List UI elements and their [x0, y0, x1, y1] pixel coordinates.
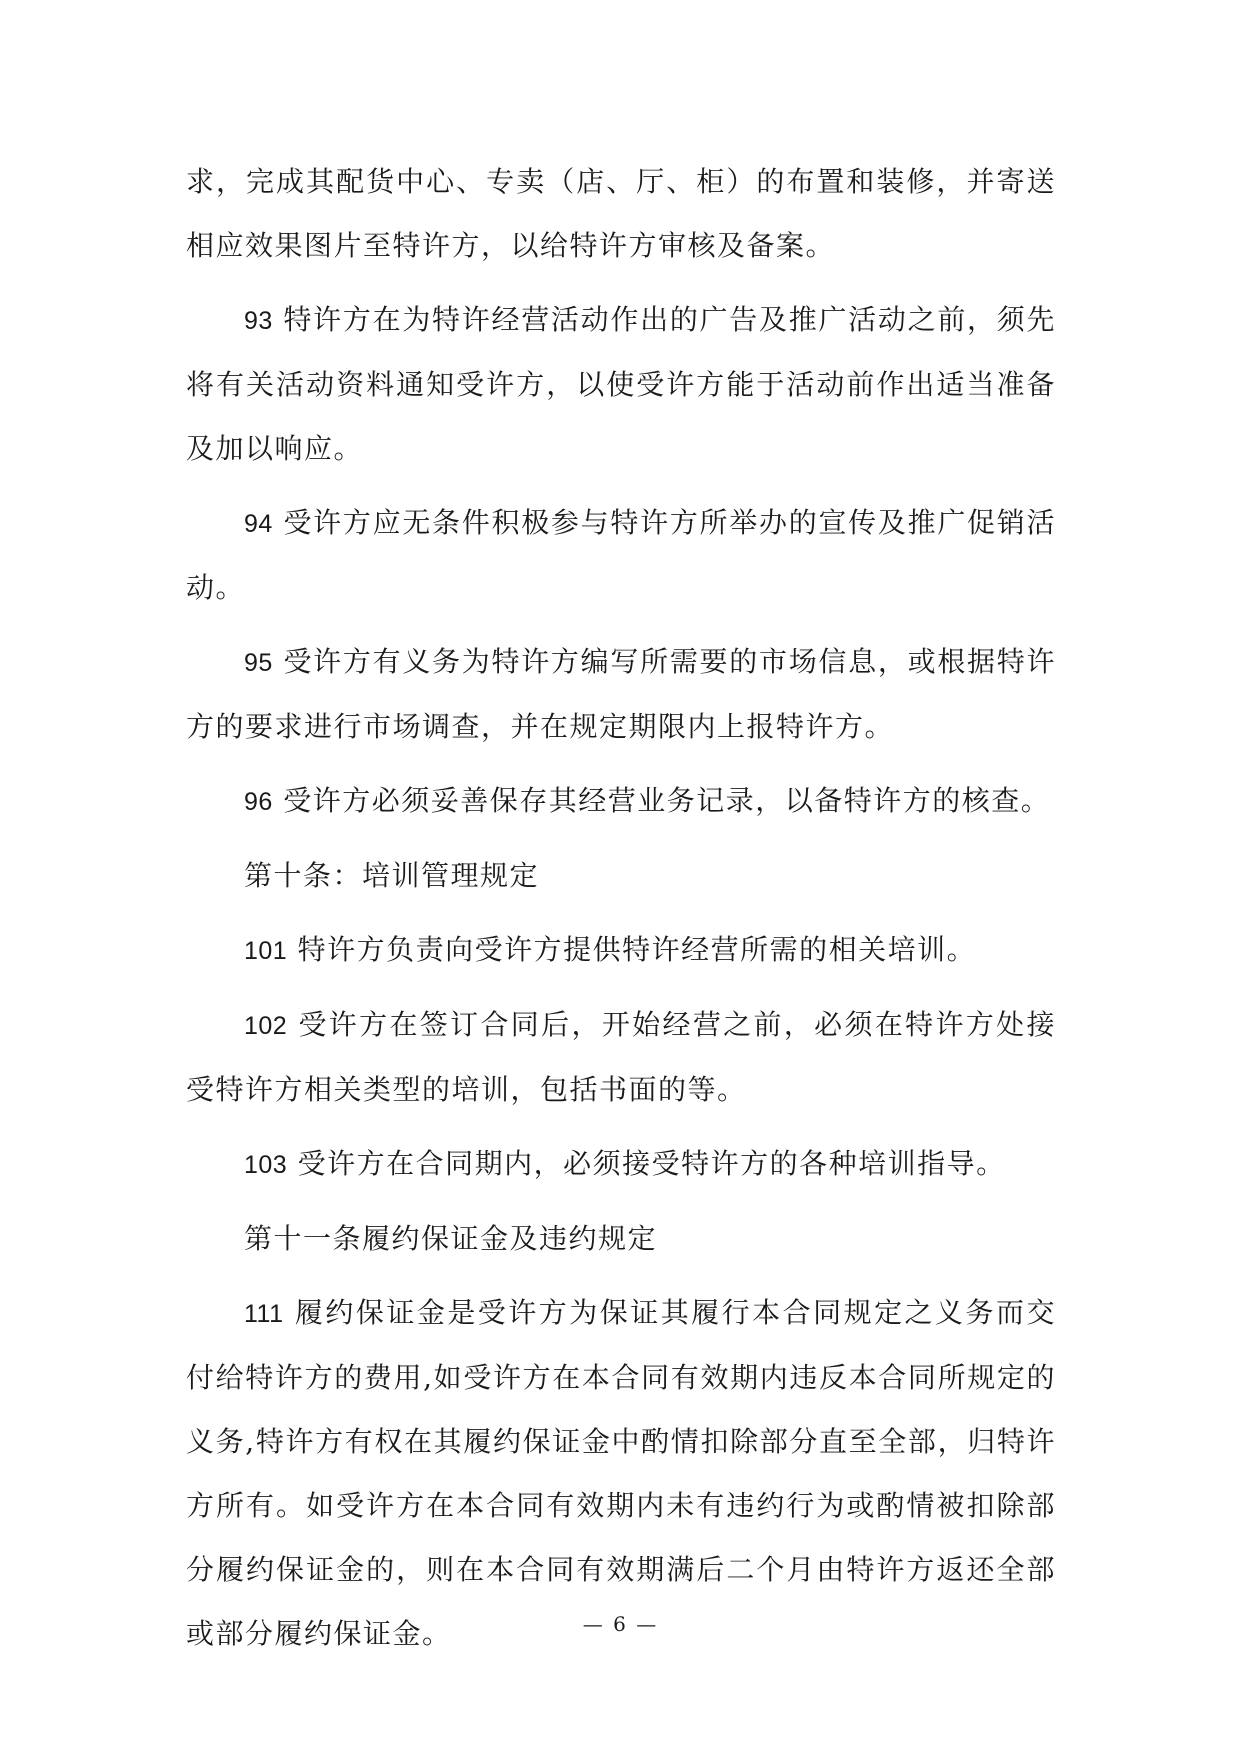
paragraph-text: 受许方应无条件积极参与特许方所举办的宣传及推广促销活动。: [186, 506, 1056, 604]
heading-text: 第十条：培训管理规定: [244, 859, 540, 892]
paragraph-text: 特许方在为特许经营活动作出的广告及推广活动之前，须先将有关活动资料通知受许方，以使受许方能于活动前作出适当准备及加以响应。: [186, 303, 1056, 465]
article-10-heading: [186, 844, 1056, 908]
paragraph-96: [186, 769, 1056, 834]
clause-number: 94: [244, 510, 273, 538]
paragraph-111: [186, 1281, 1056, 1666]
clause-number: 93: [244, 307, 273, 335]
page-number: — 6 —: [582, 1612, 659, 1636]
paragraph-text: 履约保证金是受许方为保证其履行本合同规定之义务而交付给特许方的费用,如受许方在本合同有效期内违反本合同所规定的义务,特许方有权在其履约保证金中酌情扣除部分直至全部，归特许方所有。如受许方在本合同有效期内未有违约行为或酌情被扣除部分履约保证金的，则在本合同有效期满后二个月由特许方返还全部或部分履约保证金。: [186, 1296, 1056, 1650]
paragraph-text: 受许方必须妥善保存其经营业务记录，以备特许方的核查。: [283, 784, 1051, 817]
paragraph-102: [186, 993, 1056, 1122]
clause-number: 111: [244, 1300, 284, 1328]
paragraph-text: 受许方在签订合同后，开始经营之前，必须在特许方处接受特许方相关类型的培训，包括书面的等。: [186, 1008, 1056, 1106]
paragraph-93: [186, 288, 1056, 481]
heading-text: 第十一条履约保证金及违约规定: [244, 1222, 658, 1255]
paragraph-text: 求，完成其配货中心、专卖（店、厅、柜）的布置和装修，并寄送相应效果图片至特许方，以给特许方审核及备案。: [186, 165, 1056, 262]
clause-number: 101: [244, 937, 288, 965]
paragraph-94: [186, 491, 1056, 620]
clause-number: 102: [244, 1012, 288, 1040]
paragraph-text: 受许方在合同期内，必须接受特许方的各种培训指导。: [297, 1147, 1006, 1180]
paragraph-101: [186, 918, 1056, 983]
paragraph-text: 特许方负责向受许方提供特许经营所需的相关培训。: [297, 933, 977, 966]
clause-number: 103: [244, 1151, 288, 1179]
paragraph-text: 受许方有义务为特许方编写所需要的市场信息，或根据特许方的要求进行市场调查，并在规定期限内上报特许方。: [186, 645, 1056, 743]
clause-number: 96: [244, 788, 273, 816]
paragraph-103: [186, 1132, 1056, 1197]
paragraph-95: [186, 630, 1056, 759]
article-11-heading: [186, 1207, 1056, 1271]
clause-number: 95: [244, 649, 273, 677]
document-body: [186, 150, 1056, 1676]
paragraph-continuation: [186, 150, 1056, 278]
